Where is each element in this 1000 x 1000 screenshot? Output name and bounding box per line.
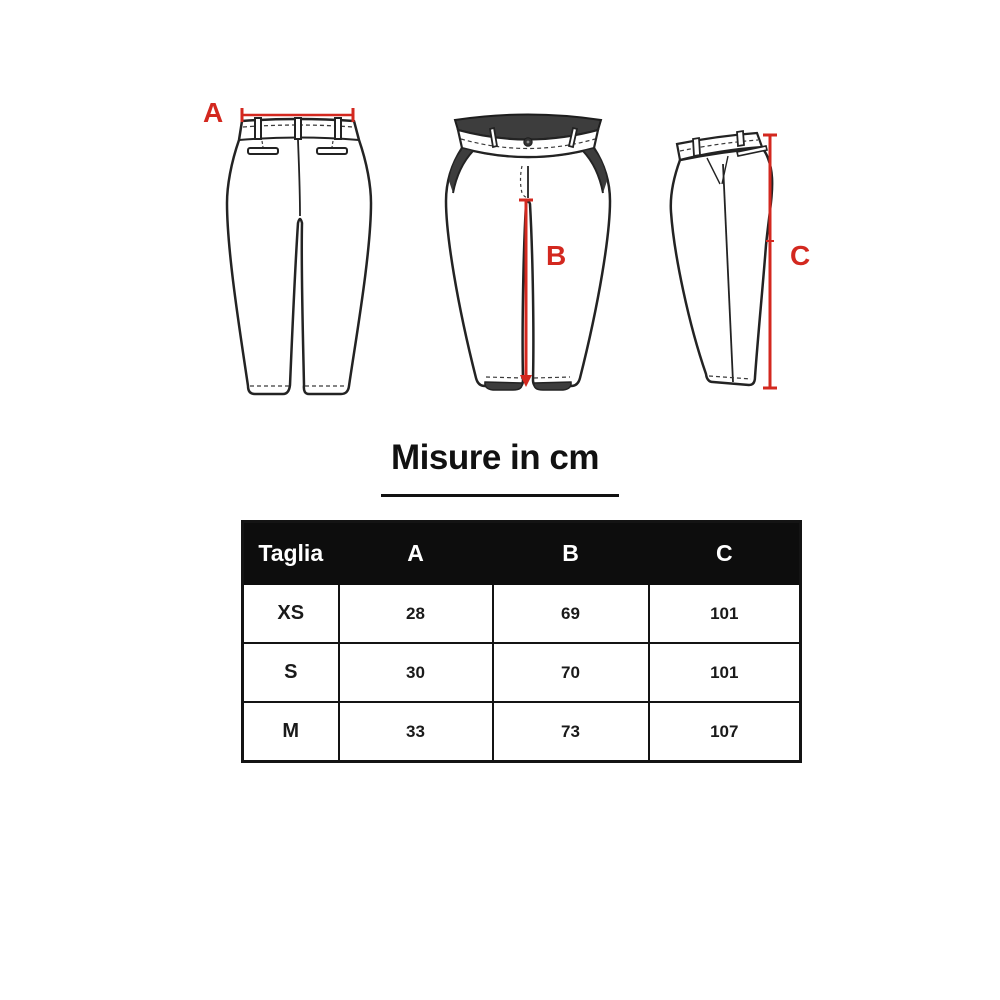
value-cell: 69	[493, 584, 649, 643]
size-cell: M	[243, 702, 339, 762]
size-cell: XS	[243, 584, 339, 643]
measurement-c-label: C	[790, 240, 811, 271]
header-cell-b: B	[493, 522, 649, 585]
table-row-m	[243, 702, 801, 762]
value-cell: 107	[649, 702, 801, 762]
value-cell: 101	[649, 584, 801, 643]
table-header-row	[243, 522, 801, 585]
pants-front-view-drawing	[443, 103, 613, 403]
table-row-xs	[243, 584, 801, 643]
title-underline	[381, 494, 619, 497]
header-cell-a: A	[339, 522, 493, 585]
size-cell: S	[243, 643, 339, 702]
header-cell-taglia: Taglia	[243, 522, 339, 585]
size-chart-title: Misure in cm	[391, 438, 599, 477]
table-row-s	[243, 643, 801, 702]
value-cell: 28	[339, 584, 493, 643]
header-cell-c: C	[649, 522, 801, 585]
size-chart-table	[241, 520, 802, 763]
measurement-a-label: A	[203, 97, 224, 128]
value-cell: 70	[493, 643, 649, 702]
value-cell: 73	[493, 702, 649, 762]
pants-back-view-drawing	[196, 88, 376, 403]
measurement-b-label: B	[546, 240, 567, 271]
value-cell: 33	[339, 702, 493, 762]
value-cell: 30	[339, 643, 493, 702]
value-cell: 101	[649, 643, 801, 702]
